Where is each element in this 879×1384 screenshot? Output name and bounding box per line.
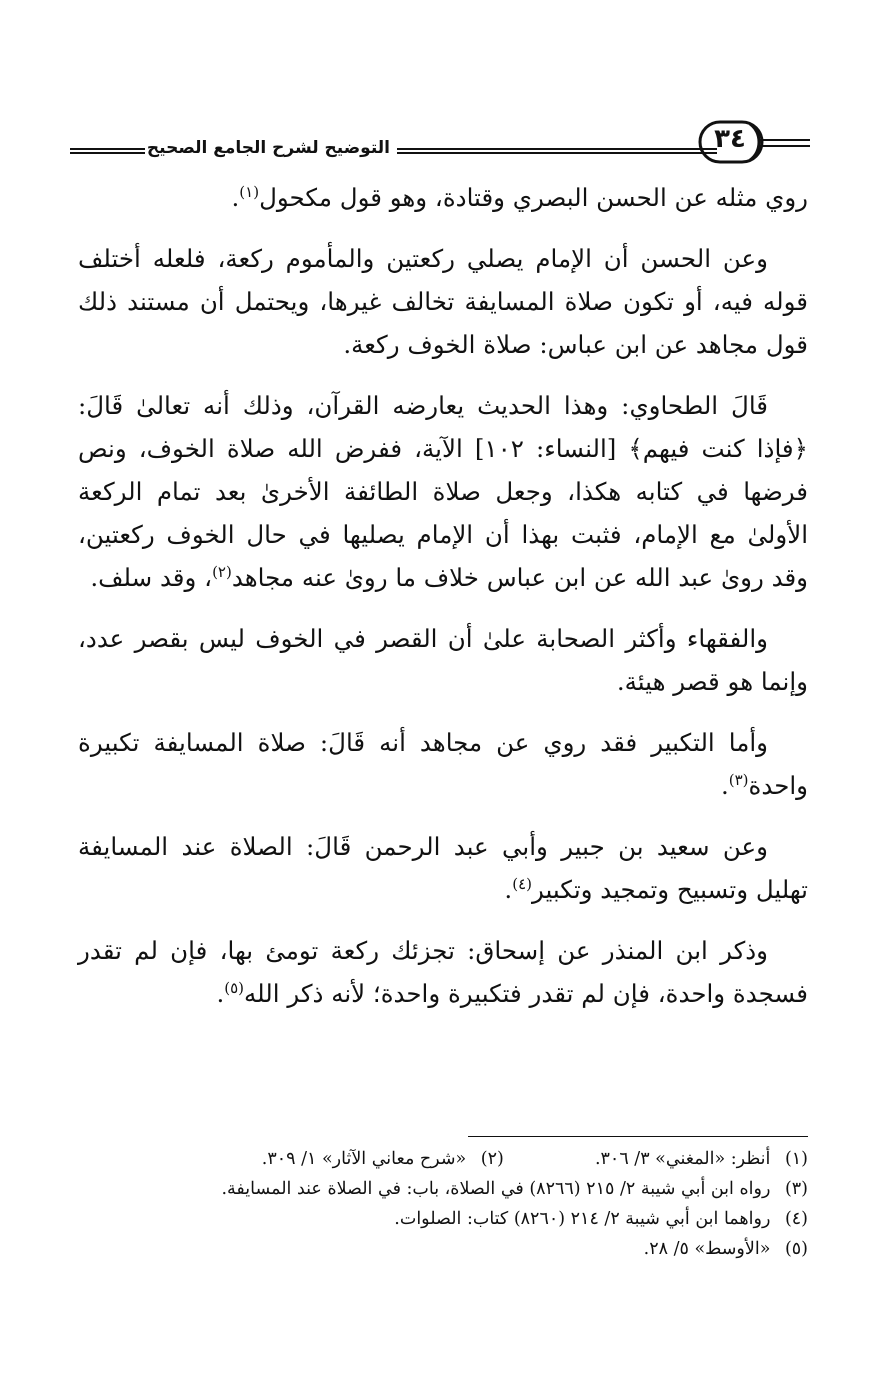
paragraph-3-end: ، وقد سلف. <box>90 563 213 592</box>
paragraph-2 <box>78 237 808 366</box>
paragraph-4 <box>78 617 808 703</box>
footnote-ref-2: (٢) <box>212 562 232 581</box>
footnote-number: (٢) <box>480 1149 504 1169</box>
page-header <box>70 110 810 166</box>
header-rule-left <box>70 148 145 154</box>
footnote-number: (٣) <box>784 1179 808 1199</box>
footnote-row-1 <box>78 1144 808 1174</box>
paragraph-7 <box>78 929 808 1015</box>
paragraph-1 <box>78 176 808 219</box>
paragraph-4-text: والفقهاء وأكثر الصحابة علىٰ أن القصر في الخوف ليس بقصر عدد، وإنما هو قصر هيئة. <box>78 624 808 696</box>
paragraph-5 <box>78 721 808 807</box>
header-rule-middle <box>397 148 717 154</box>
main-text <box>78 176 808 1033</box>
paragraph-1-text: روي مثله عن الحسن البصري وقتادة، وهو قول مكحول <box>259 183 808 212</box>
footnote-row-3 <box>78 1174 808 1204</box>
paragraph-3-text: قَالَ الطحاوي: وهذا الحديث يعارضه القرآن، وذلك أنه تعالىٰ قَالَ: ﴿فإذا كنت فيهم﴾ [النساء: ١٠٢] الآية، ففرض الله صلاة الخوف، ونص فرضها في كتابه هكذا، وجعل صلاة الطائفة الأخرىٰ بعد تمام الركعة الأولىٰ مع الإمام، فثبت بهذا أن الإمام يصليها في حال الخوف ركعتين، وقد روىٰ عبد الله عن ابن عباس خلاف ما روىٰ عنه مجاهد <box>78 391 808 592</box>
footnote-text: أنظر: «المغني» ٣/ ٣٠٦. <box>594 1149 771 1169</box>
footnote-text: «الأوسط» ٥/ ٢٨. <box>643 1239 771 1259</box>
footnote-text: «شرح معاني الآثار» ١/ ٣٠٩. <box>261 1149 467 1169</box>
footnotes <box>78 1144 808 1264</box>
paragraph-3 <box>78 384 808 599</box>
footnote-number: (٥) <box>784 1239 808 1259</box>
footnote-row-5 <box>78 1234 808 1264</box>
paragraph-2-text: وعن الحسن أن الإمام يصلي ركعتين والمأموم ركعة، فلعله أختلف قوله فيه، أو تكون صلاة المسايفة تخالف غيرها، ويحتمل أن مستند ذلك قول مجاهد عن ابن عباس: صلاة الخوف ركعة. <box>78 244 808 359</box>
page-number: ٣٤ <box>714 124 746 154</box>
paragraph-7-text: وذكر ابن المنذر عن إسحاق: تجزئك ركعة تومئ بها، فإن لم تقدر فسجدة واحدة، فإن لم تقدر فتكبيرة واحدة؛ لأنه ذكر الله <box>78 936 808 1008</box>
running-title: التوضيح لشرح الجامع الصحيح <box>146 138 390 158</box>
footnote-ref-3: (٣) <box>728 770 749 789</box>
footnote-ref-4: (٤) <box>512 874 532 893</box>
paragraph-6 <box>78 825 808 911</box>
paragraph-1-end: . <box>231 183 240 212</box>
footnote-ref-5: (٥) <box>224 978 245 997</box>
footnote-text: رواه ابن أبي شيبة ٢/ ٢١٥ (٨٢٦٦) في الصلاة، باب: في الصلاة عند المسايفة. <box>221 1179 771 1199</box>
footnote-row-4 <box>78 1204 808 1234</box>
page-number-ornament <box>680 118 770 166</box>
paragraph-6-end: . <box>504 875 513 904</box>
footnote-ref-1: (١) <box>239 182 260 201</box>
footnote-number: (٤) <box>784 1209 808 1229</box>
paragraph-5-end: . <box>720 771 729 800</box>
footnote-separator <box>468 1136 808 1137</box>
paragraph-5-text: وأما التكبير فقد روي عن مجاهد أنه قَالَ: صلاة المسايفة تكبيرة واحدة <box>78 728 808 800</box>
footnote-number: (١) <box>784 1149 808 1169</box>
paragraph-7-end: . <box>216 979 225 1008</box>
footnote-text: رواهما ابن أبي شيبة ٢/ ٢١٤ (٨٢٦٠) كتاب: الصلوات. <box>394 1209 771 1229</box>
paragraph-6-text: وعن سعيد بن جبير وأبي عبد الرحمن قَالَ: الصلاة عند المسايفة تهليل وتسبيح وتمجيد وتكبير <box>78 832 808 904</box>
